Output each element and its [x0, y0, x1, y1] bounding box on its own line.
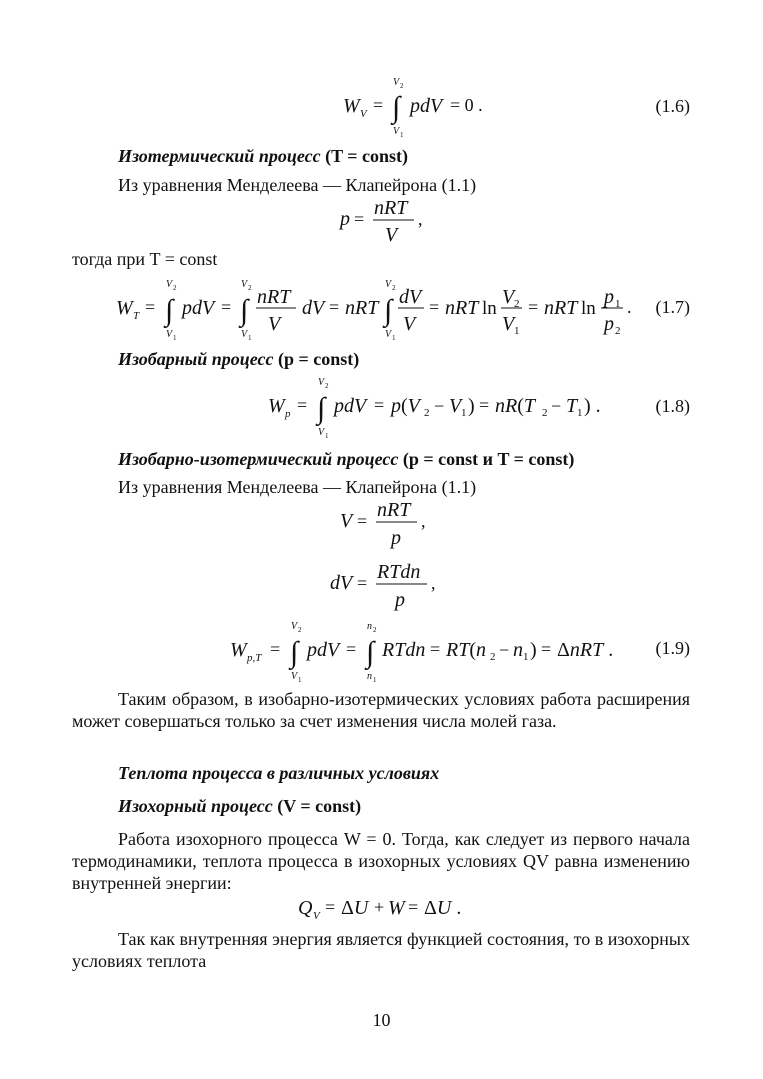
section-heading-isochoric [72, 795, 690, 817]
svg-text:V: V [449, 395, 462, 417]
svg-text:V: V [268, 313, 281, 335]
svg-text:2: 2 [490, 651, 496, 663]
svg-text:1: 1 [392, 334, 396, 342]
svg-text:,: , [418, 209, 423, 229]
svg-text:2: 2 [424, 407, 430, 419]
svg-text:V: V [166, 279, 173, 290]
svg-text:V: V [318, 427, 325, 438]
svg-text:=: = [429, 297, 440, 317]
svg-text:p: p [391, 527, 401, 549]
svg-text:pdV: pdV [307, 639, 340, 661]
svg-text:W: W [268, 395, 285, 417]
svg-text:V: V [241, 329, 248, 340]
heading-condition: (p = const и T = const) [402, 449, 575, 469]
svg-text:W: W [388, 897, 405, 919]
svg-text:=: = [541, 639, 552, 659]
equation-number: (1.9) [655, 638, 690, 658]
svg-text:V: V [360, 108, 367, 120]
svg-text:1: 1 [373, 676, 377, 684]
svg-text:=: = [373, 95, 384, 115]
svg-text:,: , [421, 511, 426, 531]
heading-condition: (T = const) [325, 146, 409, 166]
svg-text:+: + [374, 897, 385, 917]
svg-text:V: V [393, 126, 400, 137]
svg-text:V: V [291, 621, 298, 632]
section-heading-heat [72, 762, 690, 784]
svg-text:V: V [502, 286, 515, 308]
svg-text:nRT: nRT [445, 297, 479, 319]
svg-text:ΔnRT .: ΔnRT . [557, 639, 614, 661]
heading-condition: (V = const) [277, 796, 362, 816]
svg-text:dV: dV [330, 572, 353, 594]
svg-text:∫: ∫ [290, 636, 299, 669]
formula-pressure [340, 196, 440, 246]
svg-text:1: 1 [400, 131, 404, 139]
svg-text:RTdn: RTdn [377, 561, 421, 583]
svg-text:=: = [357, 573, 368, 593]
svg-text:p,T: p,T [247, 652, 262, 664]
equation-number: (1.6) [655, 96, 690, 116]
svg-text:nRT: nRT [377, 499, 411, 521]
svg-text:pdV: pdV [182, 297, 215, 319]
equation-1-7 [116, 276, 646, 342]
svg-text:1: 1 [577, 407, 583, 419]
svg-text:V: V [318, 377, 325, 388]
paragraph-isochoric-work: Работа изохорного процесса W = 0. Тогда, как следует из первого начала термодинамики, теплота процесса в изохорных условиях QV равна изменению внутренней энергии: [72, 829, 690, 893]
formula-dv [330, 560, 450, 612]
paragraph: тогда при T = const [72, 249, 218, 269]
svg-text:=: = [357, 511, 368, 531]
svg-text:−: − [551, 396, 562, 416]
svg-text:∫: ∫ [384, 294, 393, 327]
svg-text:V: V [313, 910, 320, 922]
svg-text:ΔU: ΔU [341, 897, 369, 919]
svg-text:2: 2 [298, 626, 302, 634]
svg-text:ΔU .: ΔU . [424, 897, 462, 919]
svg-text:dV: dV [302, 297, 325, 319]
svg-text:2: 2 [514, 298, 520, 310]
svg-text:Q: Q [298, 897, 313, 919]
page-number: 10 [372, 1010, 391, 1030]
svg-text:∫: ∫ [392, 91, 401, 124]
equation-1-9 [230, 616, 630, 682]
svg-text:): ) [468, 395, 475, 417]
paragraph: Из уравнения Менделеева — Клапейрона (1.1) [118, 477, 477, 497]
svg-text:V: V [403, 313, 416, 335]
svg-text:nR(T: nR(T [495, 395, 536, 417]
svg-text:ln: ln [482, 298, 497, 319]
svg-text:n: n [367, 621, 372, 632]
svg-text:T: T [566, 395, 578, 417]
svg-text:W: W [230, 639, 247, 661]
paragraph-state-function: Так как внутренняя энергия является функцией состояния, то в изохорных условиях теплота [72, 929, 690, 971]
svg-text:RT(n: RT(n [446, 639, 487, 661]
svg-text:p: p [604, 286, 614, 308]
heading-condition: (p = const) [278, 349, 360, 369]
equation-1-8 [268, 374, 601, 440]
svg-text:1: 1 [173, 334, 177, 342]
section-heading-isobaric [72, 348, 690, 370]
svg-text:=: = [354, 209, 365, 229]
svg-text:=: = [221, 297, 232, 317]
svg-text:1: 1 [298, 676, 302, 684]
svg-text:V: V [241, 279, 248, 290]
svg-text:2: 2 [392, 284, 396, 292]
svg-text:p(V: p(V [391, 395, 420, 417]
svg-text:∫: ∫ [165, 294, 174, 327]
svg-text:W: W [343, 95, 360, 117]
svg-text:V: V [291, 671, 298, 682]
svg-text:T: T [133, 310, 140, 322]
formula-heat-isochoric [298, 894, 488, 924]
svg-text:2: 2 [542, 407, 548, 419]
svg-text:1: 1 [248, 334, 252, 342]
equation-1-6 [330, 74, 490, 138]
svg-text:2: 2 [173, 284, 177, 292]
heading-text: Изобарный процесс [118, 349, 274, 369]
svg-text:) .: ) . [584, 395, 601, 417]
svg-text:=: = [145, 297, 156, 317]
svg-text:V: V [340, 510, 353, 532]
svg-text:V: V [502, 313, 515, 335]
svg-text:=: = [408, 897, 419, 917]
svg-text:dV: dV [399, 286, 422, 308]
heading-text: Изохорный процесс [118, 796, 273, 816]
svg-text:): ) [530, 639, 537, 661]
section-heading-isobaric-isothermal [72, 448, 690, 470]
svg-text:−: − [434, 396, 445, 416]
svg-text:1: 1 [461, 407, 467, 419]
svg-text:nRT: nRT [345, 297, 379, 319]
svg-text:p: p [604, 313, 614, 335]
svg-text:=: = [346, 639, 357, 659]
svg-text:1: 1 [325, 432, 329, 440]
svg-text:=: = [374, 395, 385, 415]
svg-text:1: 1 [523, 651, 529, 663]
svg-text:,: , [431, 573, 436, 593]
svg-text:n: n [513, 639, 523, 661]
svg-text:2: 2 [325, 382, 329, 390]
svg-text:p: p [395, 589, 405, 611]
formula-volume [340, 498, 450, 550]
svg-text:−: − [499, 640, 510, 660]
svg-text:W: W [116, 297, 133, 319]
svg-text:1: 1 [514, 325, 520, 337]
svg-text:n: n [367, 671, 372, 682]
svg-text:1: 1 [615, 298, 621, 310]
svg-text:2: 2 [373, 626, 377, 634]
svg-text:V: V [385, 329, 392, 340]
svg-text:pdV: pdV [334, 395, 367, 417]
svg-text:nRT: nRT [544, 297, 578, 319]
paragraph-conclusion: Таким образом, в изобарно-изотермических условиях работа расширения может совершаться только за счет изменения числа молей газа. [72, 689, 690, 731]
svg-text:nRT: nRT [374, 197, 408, 219]
svg-text:=: = [329, 297, 340, 317]
svg-text:=: = [528, 297, 539, 317]
svg-text:V: V [385, 279, 392, 290]
heading-text: Изотермический процесс [118, 146, 321, 166]
svg-text:p: p [285, 408, 291, 420]
svg-text:=: = [479, 395, 490, 415]
svg-text:p: p [340, 208, 350, 230]
svg-text:∫: ∫ [317, 392, 326, 425]
svg-text:∫: ∫ [240, 294, 249, 327]
svg-text:= 0 .: = 0 . [450, 95, 483, 115]
svg-text:=: = [297, 395, 308, 415]
svg-text:nRT: nRT [257, 286, 291, 308]
svg-text:∫: ∫ [366, 636, 375, 669]
heading-text: Изобарно-изотермический процесс [118, 449, 399, 469]
svg-text:=: = [430, 639, 441, 659]
svg-text:=: = [270, 639, 281, 659]
equation-number: (1.7) [655, 297, 690, 317]
svg-text:V: V [385, 224, 398, 246]
svg-text:=: = [325, 897, 336, 917]
svg-text:V: V [393, 77, 400, 88]
svg-text:2: 2 [248, 284, 252, 292]
svg-text:.: . [627, 297, 632, 317]
svg-text:2: 2 [400, 82, 404, 90]
svg-text:pdV: pdV [410, 95, 443, 117]
paragraph: Из уравнения Менделеева — Клапейрона (1.1) [118, 175, 477, 195]
section-heading-isothermal [72, 145, 690, 167]
heading-text: Теплота процесса в различных условиях [118, 763, 440, 783]
svg-text:ln: ln [581, 298, 596, 319]
svg-text:2: 2 [615, 325, 621, 337]
svg-text:V: V [166, 329, 173, 340]
svg-text:RTdn: RTdn [382, 639, 426, 661]
equation-number: (1.8) [655, 396, 690, 416]
